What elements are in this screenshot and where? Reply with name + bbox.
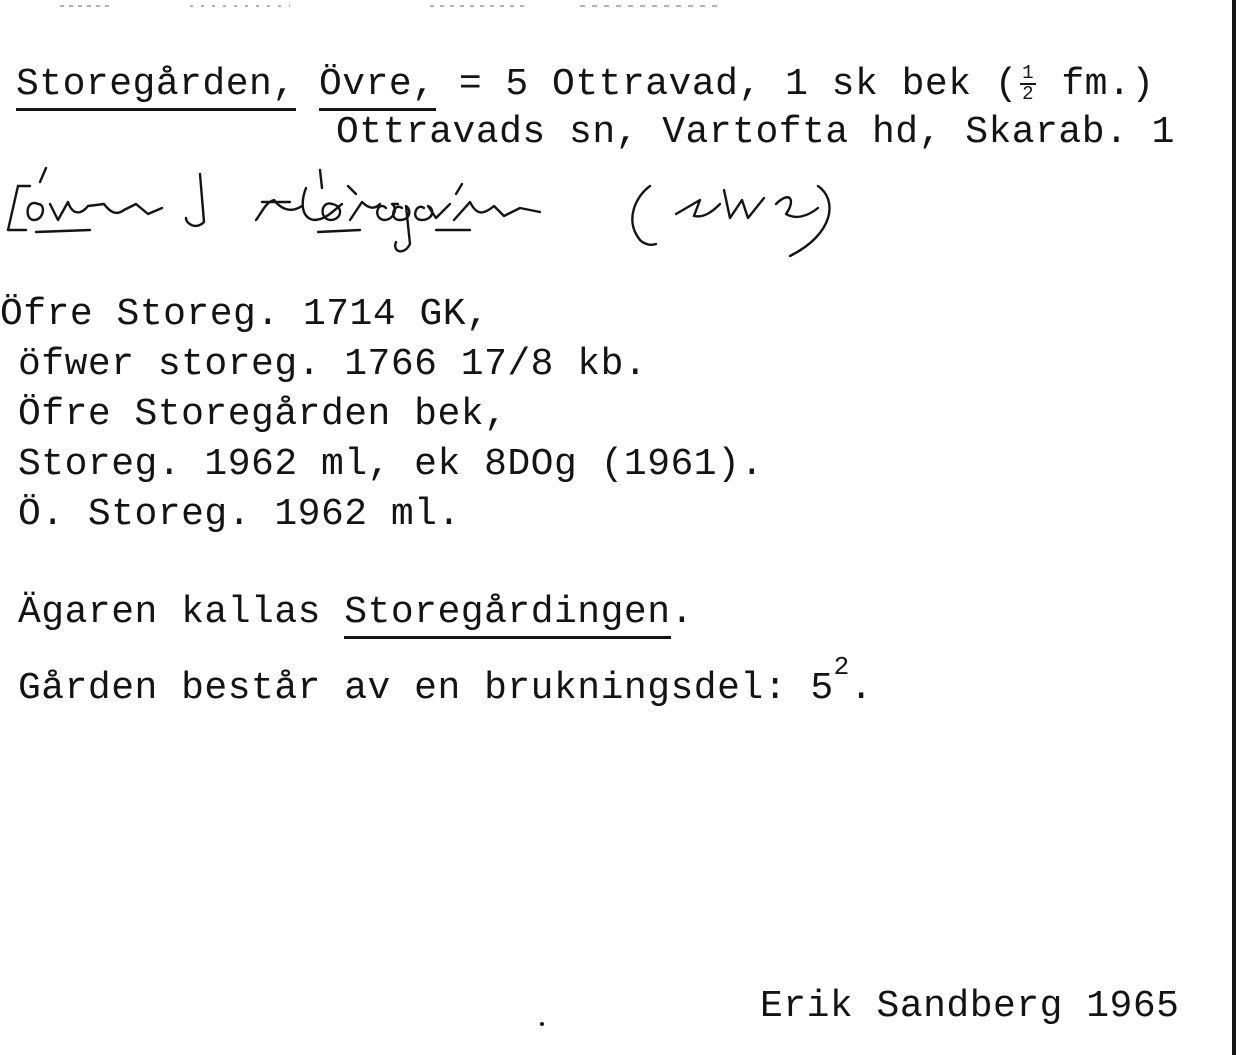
farm-line: Gården består av en brukningsdel: $5^2$. (18, 652, 874, 710)
historical-form-4: Storeg. 1962 ml, ek 8DOg (1961). (18, 443, 764, 486)
header-rest: = 5 Ottravad, 1 sk bek ( (458, 63, 1019, 107)
signature: Erik Sandberg 1965 (760, 985, 1180, 1028)
header-line-2: Ottravads sn, Vartofta hd, Skarab. 1 (336, 111, 1175, 154)
card-edge (1232, 0, 1236, 1055)
place-qualifier: Övre, (319, 63, 436, 111)
historical-form-2: öfwer storeg. 1766 17/8 kb. (18, 343, 648, 386)
owner-line: Ägaren kallas Storegårdingen. (18, 594, 694, 632)
header-tail: fm.) (1061, 63, 1155, 107)
scan-noise (60, 4, 760, 8)
historical-form-1: Öfre Storeg. 1714 GK, (0, 293, 490, 336)
owner-name: Storegårdingen (344, 591, 670, 639)
half-fraction: $\frac{1}{2}$ (1022, 62, 1035, 105)
handwritten-pronunciation (0, 160, 860, 260)
historical-form-3: Öfre Storegården bek, (18, 393, 508, 436)
place-name: Storegården, (16, 63, 296, 111)
header-line-1 (16, 62, 1155, 107)
scan-speck (540, 1022, 544, 1026)
historical-form-5: Ö. Storeg. 1962 ml. (18, 493, 461, 536)
superscript: 2 (833, 652, 850, 682)
